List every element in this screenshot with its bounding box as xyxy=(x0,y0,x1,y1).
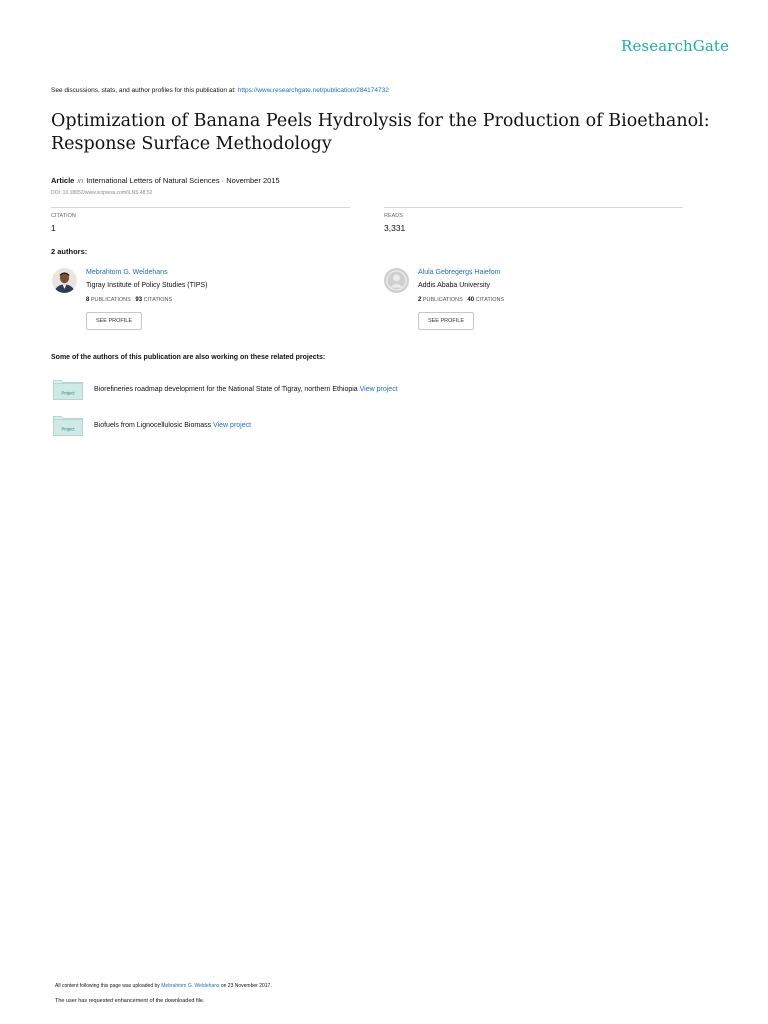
researchgate-logo[interactable]: ResearchGate xyxy=(621,37,729,55)
publications-label: PUBLICATIONS xyxy=(422,297,463,303)
author-name-link[interactable]: Alula Gebregergs Haiefom xyxy=(418,269,501,276)
default-avatar-icon xyxy=(384,268,409,293)
upload-note xyxy=(55,983,272,989)
see-profile-button[interactable]: SEE PROFILE xyxy=(86,312,142,330)
citations-label: CITATIONS xyxy=(143,297,173,303)
reads-count: 3,331 xyxy=(384,223,406,233)
author-stats xyxy=(86,297,172,303)
upload-prefix: All content following this page was uploaded by xyxy=(55,983,162,989)
uploader-link[interactable]: Mebrahtom G. Weldehans xyxy=(161,983,220,989)
project-folder-icon[interactable] xyxy=(53,416,83,436)
citations-label: CITATIONS xyxy=(475,297,505,303)
reads-label: READS xyxy=(384,213,403,219)
related-projects-heading: Some of the authors of this publication are also working on these related projects: xyxy=(51,354,326,361)
citation-label: CITATION xyxy=(51,213,76,219)
author-card xyxy=(52,268,352,332)
project-title xyxy=(94,386,398,393)
publications-label: PUBLICATIONS xyxy=(90,297,131,303)
author-stats xyxy=(418,297,504,303)
author-institution[interactable]: Tigray Institute of Policy Studies (TIPS) xyxy=(86,282,208,289)
author-avatar[interactable] xyxy=(384,268,409,293)
publications-count: 8 xyxy=(86,297,90,303)
article-title[interactable]: Optimization of Banana Peels Hydrolysis for the Production of Bioethanol: Response Surface Methodology xyxy=(51,111,710,154)
author-photo-icon xyxy=(52,268,77,293)
project-title xyxy=(94,422,251,429)
project-title-text: Biofuels from Lignocellulosic Biomass xyxy=(94,422,212,429)
view-project-link[interactable]: View project xyxy=(359,386,398,393)
discussion-intro xyxy=(51,87,389,94)
upload-suffix: on 23 November 2017. xyxy=(219,983,272,989)
article-meta xyxy=(51,176,280,185)
journal-name[interactable]: International Letters of Natural Sciences · November 2015 xyxy=(86,176,280,185)
author-name-link[interactable]: Mebrahtom G. Weldehans xyxy=(86,269,168,276)
in-word: in xyxy=(77,176,84,185)
project-icon-label: Project xyxy=(61,390,75,396)
publication-url-link[interactable]: https://www.researchgate.net/publication/284174732 xyxy=(237,87,389,94)
article-doi: DOI: 10.18052/www.scipress.com/ILNS.48.52 xyxy=(51,190,153,196)
citations-count: 40 xyxy=(467,297,475,303)
author-avatar[interactable] xyxy=(52,268,77,293)
view-project-link[interactable]: View project xyxy=(213,422,252,429)
divider-left xyxy=(51,207,350,208)
divider-right xyxy=(384,207,683,208)
project-title-text: Biorefineries roadmap development for the National State of Tigray, northern Ethiopia xyxy=(94,386,358,393)
enhancement-note: The user has requested enhancement of the downloaded file. xyxy=(55,998,205,1004)
intro-text: See discussions, stats, and author profiles for this publication at: xyxy=(51,87,238,94)
project-folder-icon[interactable] xyxy=(53,380,83,400)
author-institution[interactable]: Addis Ababa University xyxy=(418,282,490,289)
citation-count: 1 xyxy=(51,223,56,233)
citations-count: 93 xyxy=(135,297,143,303)
publications-count: 2 xyxy=(418,297,422,303)
project-item xyxy=(51,416,651,440)
project-icon-label: Project xyxy=(61,426,75,432)
see-profile-button[interactable]: SEE PROFILE xyxy=(418,312,474,330)
author-card xyxy=(384,268,684,332)
authors-heading: 2 authors: xyxy=(51,247,88,256)
article-type: Article xyxy=(51,176,75,185)
project-item xyxy=(51,380,651,404)
